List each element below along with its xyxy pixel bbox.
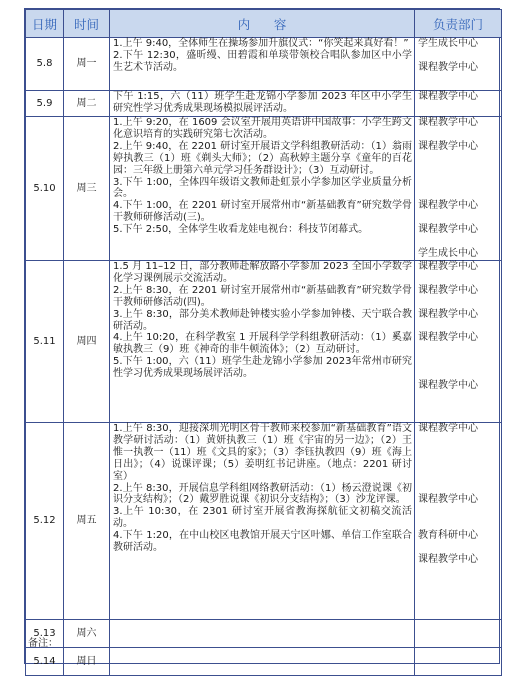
row-content <box>110 261 415 423</box>
table-row <box>26 423 502 620</box>
dept-item: 课程教学中心 <box>418 117 478 128</box>
content-item: 1.5 月 11–12 日，部分教师赴解放路小学参加 2023 全国小学数学化学习课例展示交流活动。 <box>113 261 412 284</box>
row-dept <box>415 91 502 117</box>
row-content <box>110 648 415 676</box>
dept-item <box>418 506 501 518</box>
dept-item: 课程教学中心 <box>418 553 478 565</box>
dept-item <box>418 236 501 248</box>
content-item: 3.上午 10:30，在 2301 研讨室开展省教海探航征文初稿交流活动。 <box>113 506 412 530</box>
dept-item <box>418 542 501 554</box>
weekly-schedule-table <box>25 9 502 676</box>
row-date: 5.14 <box>26 648 64 676</box>
table-row <box>26 620 502 648</box>
row-weekday: 周六 <box>64 620 110 648</box>
dept-item <box>418 459 501 471</box>
row-date: 5.13 <box>26 620 64 648</box>
dept-item <box>418 321 501 333</box>
dept-item <box>418 344 501 356</box>
row-dept <box>415 648 502 676</box>
dept-item <box>418 471 501 483</box>
dept-item: 课程教学中心 <box>418 308 478 320</box>
dept-item <box>418 153 501 165</box>
dept-item <box>418 297 501 309</box>
content-item: 3.上午 8:30，部分美术教师赴钟楼实验小学参加钟楼、天宁联合教研活动。 <box>113 308 412 332</box>
row-date: 5.12 <box>26 423 64 620</box>
dept-item: 课程教学中心 <box>418 200 478 212</box>
row-content <box>110 117 415 261</box>
dept-item <box>418 165 501 177</box>
row-dept <box>415 620 502 648</box>
content-item: 3.下午 1:00，全体四年级语文教师赴虹景小学参加区学业质量分析会。 <box>113 176 412 200</box>
content-item: 下午 1:15，六（11）班学生赴龙锦小学参加 2023 年区中小学生研究性学习优秀成果现场模拟展评活动。 <box>113 91 412 114</box>
row-weekday: 周一 <box>64 38 110 91</box>
table-row <box>26 91 502 117</box>
dept-item <box>418 368 501 380</box>
row-date: 5.9 <box>26 91 64 117</box>
row-dept <box>415 261 502 423</box>
dept-item: 课程教学中心 <box>418 380 478 392</box>
table-row <box>26 38 502 91</box>
dept-item: 课程教学中心 <box>418 61 478 73</box>
header-row <box>26 10 502 38</box>
header-weekday: 时间 <box>64 10 110 38</box>
row-weekday: 周二 <box>64 91 110 117</box>
note-label: 备注： <box>28 638 58 649</box>
row-weekday: 周日 <box>64 648 110 676</box>
schedule-sheet <box>24 8 500 667</box>
content-item: 2.上午 8:30，开展信息学科组网络教研活动：（1）杨云澄说课《初识分支结构》；（2）戴罗胜说课《初识分支结构》；（3）沙龙评课。 <box>113 482 412 506</box>
table-row <box>26 261 502 423</box>
row-content <box>110 38 415 91</box>
header-date: 日期 <box>26 10 64 38</box>
dept-item <box>418 177 501 189</box>
table-row <box>26 648 502 676</box>
dept-item: 课程教学中心 <box>418 261 478 272</box>
content-item: 2.上午 8:30，在 2201 研讨室开展常州市“新基础教育”研究数学骨干教师研修活动(四)。 <box>113 284 412 308</box>
dept-item <box>418 273 501 285</box>
dept-item <box>418 447 501 459</box>
content-item: 1.上午 8:30，迎接深圳光明区骨干教师来校参加“新基础教育”语文教学研讨活动：（1）黄妍执教三（1）班《宇宙的另一边》；（2）王惟一执教一（11）班《文具的家》；（3）李钰执教四（9）班《海上日出》；（4）说课评课；（5）姜明红书记讲座。（地点：2201 研讨室） <box>113 423 412 482</box>
dept-item: 课程教学中心 <box>418 494 478 506</box>
dept-item: 课程教学中心 <box>418 332 478 344</box>
content-item: 4.上午 10:20，在科学教室 1 开展科学学科组教研活动：（1）奚嘉敏执教三（9）班《神奇的非牛顿流体》；（2）互动研讨。 <box>113 332 412 356</box>
content-item: 2.上午 9:40，在 2201 研讨室开展语文学科组教研活动：（1）翁雨婷执教三（1）班《剃头大师》；（2）高秋婷主题分享《童年的百花园：三年级上册第六单元学习任务群设计》；（3）互动研讨。 <box>113 140 412 176</box>
table-row <box>26 117 502 261</box>
dept-item <box>418 188 501 200</box>
dept-item <box>418 212 501 224</box>
row-dept <box>415 38 502 91</box>
header-dept: 负责部门 <box>415 10 502 38</box>
dept-item: 课程教学中心 <box>418 423 478 434</box>
dept-item <box>418 518 501 530</box>
row-date: 5.11 <box>26 261 64 423</box>
header-content: 内 容 <box>110 10 415 38</box>
dept-item: 课程教学中心 <box>418 140 478 152</box>
dept-item <box>418 50 501 62</box>
content-item: 2.下午 12:30，盛昕缦、田碧霞和单琰带领校合唱队参加区中小学生艺术节活动。 <box>113 49 412 73</box>
row-date: 5.10 <box>26 117 64 261</box>
content-item: 1.上午 9:40，全体师生在操场参加升旗仪式：“你笑起来真好看！” <box>113 38 409 49</box>
row-content <box>110 620 415 648</box>
dept-item: 教育科研中心 <box>418 530 478 542</box>
content-item: 5.下午 1:00，六（11）班学生赴龙锦小学参加 2023年常州市研究性学习优秀成果现场展评活动。 <box>113 356 412 380</box>
row-dept <box>415 117 502 261</box>
dept-item <box>418 435 501 447</box>
row-weekday: 周三 <box>64 117 110 261</box>
dept-item: 课程教学中心 <box>418 224 478 236</box>
dept-item: 学生成长中心 <box>418 247 478 259</box>
row-weekday: 周四 <box>64 261 110 423</box>
row-weekday: 周五 <box>64 423 110 620</box>
dept-item: 学生成长中心 <box>418 38 478 49</box>
dept-item: 课程教学中心 <box>418 91 478 102</box>
row-dept <box>415 423 502 620</box>
dept-item <box>418 129 501 141</box>
dept-item: 课程教学中心 <box>418 284 478 296</box>
content-item: 4.下午 1:20，在中山校区电教馆开展天宁区叶娜、单信工作室联合教研活动。 <box>113 530 412 554</box>
row-content <box>110 91 415 117</box>
content-item: 4.下午 1:00，在 2201 研讨室开展常州市“新基础教育”研究数学骨干教师研修活动(三)。 <box>113 200 412 224</box>
dept-item <box>418 483 501 495</box>
row-date: 5.8 <box>26 38 64 91</box>
row-content <box>110 423 415 620</box>
dept-item <box>418 356 501 368</box>
content-item: 1.上午 9:20，在 1609 会议室开展用英语讲中国故事：小学生跨文化意识培育的实践研究第七次活动。 <box>113 117 412 140</box>
content-item: 5.下午 2:50，全体学生收看龙娃电视台：科技节闭幕式。 <box>113 224 369 236</box>
